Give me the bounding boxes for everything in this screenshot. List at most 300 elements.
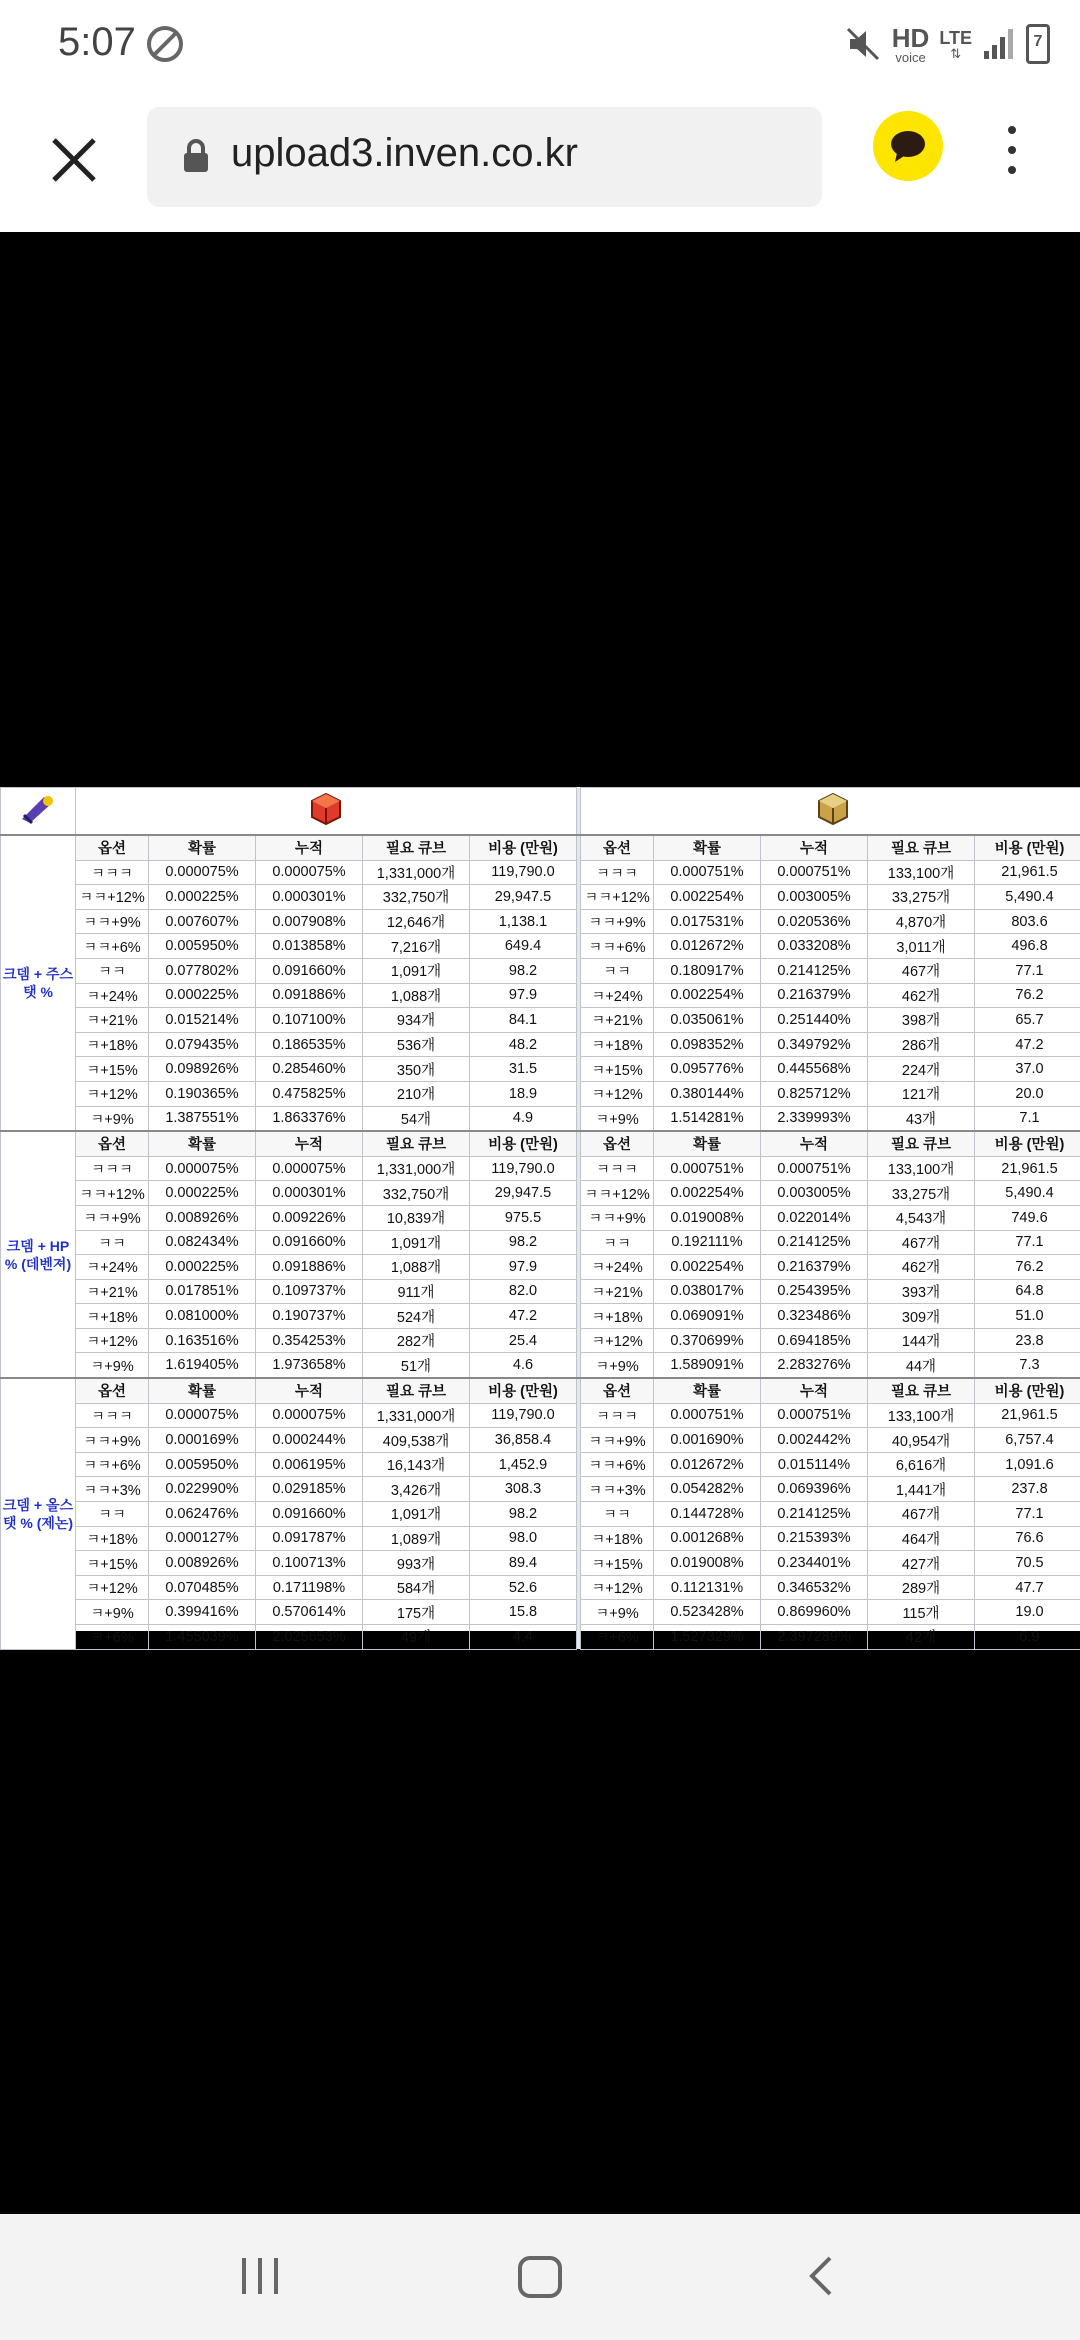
table-cell: ㅋㅋ (581, 958, 654, 983)
table-cell: 0.144728% (654, 1502, 761, 1527)
table-cell: ㅋ+24% (581, 1255, 654, 1280)
table-cell: ㅋㅋㅋ (581, 1156, 654, 1181)
table-cell: 309개 (868, 1304, 975, 1329)
table-cell: 0.000075% (149, 1156, 256, 1181)
recent-apps-icon[interactable] (238, 2252, 282, 2300)
table-cell: 98.0 (470, 1526, 577, 1551)
column-header: 누적 (761, 1131, 868, 1156)
table-cell: ㅋ+24% (76, 1255, 149, 1280)
table-cell: 0.190365% (149, 1081, 256, 1106)
table-cell: 0.000301% (256, 885, 363, 910)
table-cell: 119,790.0 (470, 1403, 577, 1428)
table-cell: 98.2 (470, 1502, 577, 1527)
column-header: 누적 (761, 835, 868, 860)
table-cell: 398개 (868, 1008, 975, 1033)
table-cell: 115개 (868, 1600, 975, 1625)
table-cell: 97.9 (470, 983, 577, 1008)
table-cell: 0.445568% (761, 1057, 868, 1082)
table-cell: 0.020536% (761, 909, 868, 934)
table-cell: 89.4 (470, 1551, 577, 1576)
table-cell: 0.349792% (761, 1032, 868, 1057)
table-cell: 1,331,000개 (363, 860, 470, 885)
column-header: 누적 (761, 1378, 868, 1403)
table-cell: 0.002254% (654, 983, 761, 1008)
table-cell: ㅋㅋ+12% (581, 885, 654, 910)
table-row (1, 934, 1080, 959)
table-row (1, 1304, 1080, 1329)
table-cell: 0.006195% (256, 1452, 363, 1477)
table-cell: 0.091660% (256, 1502, 363, 1527)
table-cell: 237.8 (975, 1477, 1080, 1502)
table-cell: 84.1 (470, 1008, 577, 1033)
table-cell: 0.001690% (654, 1428, 761, 1453)
table-cell: 82.0 (470, 1279, 577, 1304)
red-cube-icon (309, 792, 343, 826)
signal-icon (982, 27, 1016, 61)
table-cell: 0.070485% (149, 1575, 256, 1600)
table-cell: 462개 (868, 983, 975, 1008)
table-cell: 409,538개 (363, 1428, 470, 1453)
table-cell: 536개 (363, 1032, 470, 1057)
column-header: 확률 (149, 1131, 256, 1156)
table-cell: 0.062476% (149, 1502, 256, 1527)
home-icon[interactable] (516, 2252, 564, 2300)
table-cell: 0.077802% (149, 958, 256, 983)
table-cell: 0.035061% (654, 1008, 761, 1033)
table-cell: ㅋㅋ+9% (76, 1428, 149, 1453)
table-cell: 0.000301% (256, 1181, 363, 1206)
table-cell: 649.4 (470, 934, 577, 959)
table-cell: ㅋㅋ (76, 958, 149, 983)
table-cell: 210개 (363, 1081, 470, 1106)
table-cell: 0.095776% (654, 1057, 761, 1082)
page-content (0, 232, 1080, 2214)
table-row (1, 1328, 1080, 1353)
hd-voice-badge: HD voice (891, 22, 930, 65)
table-cell: 133,100개 (868, 860, 975, 885)
table-cell: ㅋㅋㅋ (581, 1403, 654, 1428)
table-cell: 1.863376% (256, 1106, 363, 1131)
table-cell: 282개 (363, 1328, 470, 1353)
table-cell: 224개 (868, 1057, 975, 1082)
table-row (1, 1551, 1080, 1576)
table-cell: 49개 (363, 1625, 470, 1650)
table-cell: 2.397289% (761, 1625, 868, 1650)
probability-table (0, 787, 1080, 1650)
column-header: 확률 (654, 835, 761, 860)
table-cell: 1,452.9 (470, 1452, 577, 1477)
table-cell: 1,089개 (363, 1526, 470, 1551)
table-cell: 0.009226% (256, 1205, 363, 1230)
table-cell: 496.8 (975, 934, 1080, 959)
back-icon[interactable] (800, 2252, 840, 2300)
table-cell: 0.214125% (761, 1230, 868, 1255)
lte-badge: LTE ⇅ (939, 27, 972, 61)
table-row (1, 1428, 1080, 1453)
table-cell: 0.254395% (761, 1279, 868, 1304)
column-header: 옵션 (76, 1131, 149, 1156)
table-cell: 0.081000% (149, 1304, 256, 1329)
magic-wand-icon (18, 793, 58, 825)
table-cell: 64.8 (975, 1279, 1080, 1304)
column-header: 누적 (256, 835, 363, 860)
table-cell: 7,216개 (363, 934, 470, 959)
column-header: 옵션 (581, 1131, 654, 1156)
table-cell: 0.214125% (761, 958, 868, 983)
lock-icon (183, 139, 209, 173)
table-row (1, 1625, 1080, 1650)
table-cell: ㅋㅋ (581, 1230, 654, 1255)
table-cell: 0.570614% (256, 1600, 363, 1625)
table-cell: 175개 (363, 1600, 470, 1625)
table-cell: ㅋ+15% (76, 1551, 149, 1576)
table-cell: 16,143개 (363, 1452, 470, 1477)
table-row (1, 1008, 1080, 1033)
table-cell: 0.091886% (256, 1255, 363, 1280)
table-cell: 29,947.5 (470, 885, 577, 910)
navigation-bar (0, 2214, 1080, 2340)
table-cell: ㅋ+9% (76, 1600, 149, 1625)
column-header: 비용 (만원) (470, 1131, 577, 1156)
table-cell: ㅋ+21% (581, 1008, 654, 1033)
table-cell: 0.000075% (256, 1403, 363, 1428)
column-header: 옵션 (76, 835, 149, 860)
table-cell: 0.000075% (149, 1403, 256, 1428)
table-cell: ㅋ+15% (581, 1057, 654, 1082)
table-cell: 5,490.4 (975, 885, 1080, 910)
table-cell: 42개 (868, 1625, 975, 1650)
table-cell: 98.2 (470, 958, 577, 983)
table-cell: 0.019008% (654, 1205, 761, 1230)
table-cell: 2.025653% (256, 1625, 363, 1650)
table-row (1, 1205, 1080, 1230)
mute-icon (844, 25, 882, 63)
table-cell: 119,790.0 (470, 1156, 577, 1181)
column-header: 비용 (만원) (975, 1378, 1080, 1403)
no-sync-icon (145, 24, 185, 64)
column-header: 옵션 (76, 1378, 149, 1403)
column-header: 확률 (654, 1378, 761, 1403)
table-cell: 0.112131% (654, 1575, 761, 1600)
table-cell: 0.015214% (149, 1008, 256, 1033)
table-cell: ㅋ+18% (76, 1526, 149, 1551)
table-cell: 0.002254% (654, 1255, 761, 1280)
black-cube-icon (816, 792, 850, 826)
table-cell: 0.054282% (654, 1477, 761, 1502)
table-cell: 0.000751% (654, 1403, 761, 1428)
table-cell: 1,091개 (363, 1502, 470, 1527)
table-cell: 0.098352% (654, 1032, 761, 1057)
table-cell: 1,331,000개 (363, 1156, 470, 1181)
table-cell: 21,961.5 (975, 860, 1080, 885)
table-cell: 1,091.6 (975, 1452, 1080, 1477)
table-cell: 934개 (363, 1008, 470, 1033)
table-cell: 0.029185% (256, 1477, 363, 1502)
table-cell: 0.008926% (149, 1551, 256, 1576)
table-cell: 4.9 (470, 1106, 577, 1131)
table-cell: 462개 (868, 1255, 975, 1280)
table-cell: ㅋㅋㅋ (76, 860, 149, 885)
table-cell: ㅋ+12% (581, 1575, 654, 1600)
table-cell: 0.033208% (761, 934, 868, 959)
table-cell: 0.007607% (149, 909, 256, 934)
table-cell: 0.069091% (654, 1304, 761, 1329)
table-row (1, 1255, 1080, 1280)
column-header: 확률 (149, 1378, 256, 1403)
table-cell: 4,870개 (868, 909, 975, 934)
table-cell: 40,954개 (868, 1428, 975, 1453)
table-cell: 1,091개 (363, 958, 470, 983)
table-row (1, 1575, 1080, 1600)
table-cell: ㅋ+15% (581, 1551, 654, 1576)
column-header: 필요 큐브 (868, 835, 975, 860)
table-cell: ㅋㅋ (581, 1502, 654, 1527)
table-cell: ㅋ+12% (76, 1081, 149, 1106)
table-cell: 43개 (868, 1106, 975, 1131)
table-row (1, 1081, 1080, 1106)
table-cell: 0.000751% (654, 1156, 761, 1181)
table-cell: 0.000169% (149, 1428, 256, 1453)
table-cell: 308.3 (470, 1477, 577, 1502)
table-cell: 77.1 (975, 1502, 1080, 1527)
table-cell: 1,138.1 (470, 909, 577, 934)
table-cell: ㅋㅋ+6% (581, 1452, 654, 1477)
table-row (1, 1526, 1080, 1551)
table-cell: 15.8 (470, 1600, 577, 1625)
table-cell: ㅋ+9% (76, 1106, 149, 1131)
column-header: 비용 (만원) (470, 1378, 577, 1403)
table-cell: ㅋ+21% (76, 1279, 149, 1304)
table-cell: 0.107100% (256, 1008, 363, 1033)
table-cell: 0.012672% (654, 934, 761, 959)
table-cell: 993개 (363, 1551, 470, 1576)
table-cell: ㅋ+12% (76, 1575, 149, 1600)
table-cell: 12,646개 (363, 909, 470, 934)
table-cell: 51.0 (975, 1304, 1080, 1329)
table-cell: 44개 (868, 1353, 975, 1378)
table-cell: 65.7 (975, 1008, 1080, 1033)
table-cell: 0.000225% (149, 983, 256, 1008)
group-label: 크뎀 + 올스탯 % (제논) (1, 1378, 76, 1649)
table-cell: ㅋ+18% (581, 1032, 654, 1057)
table-cell: 0.091660% (256, 958, 363, 983)
table-cell: 0.012672% (654, 1452, 761, 1477)
table-cell: 0.003005% (761, 1181, 868, 1206)
table-cell: ㅋ+12% (581, 1081, 654, 1106)
table-cell: 1.527329% (654, 1625, 761, 1650)
table-cell: 0.346532% (761, 1575, 868, 1600)
table-cell: 76.2 (975, 1255, 1080, 1280)
table-cell: 1.973658% (256, 1353, 363, 1378)
group-label: 크뎀 + 주스탯 % (1, 835, 76, 1131)
table-cell: 0.523428% (654, 1600, 761, 1625)
table-cell: 0.091660% (256, 1230, 363, 1255)
address-bar[interactable] (147, 107, 822, 207)
table-cell: ㅋ+18% (76, 1032, 149, 1057)
table-cell: 1.514281% (654, 1106, 761, 1131)
table-cell: 7.1 (975, 1106, 1080, 1131)
column-header: 필요 큐브 (363, 835, 470, 860)
table-cell: 0.214125% (761, 1502, 868, 1527)
table-cell: 0.475825% (256, 1081, 363, 1106)
column-header: 확률 (654, 1131, 761, 1156)
table-cell: 0.216379% (761, 983, 868, 1008)
table-cell: 20.0 (975, 1081, 1080, 1106)
table-cell: 0.000225% (149, 885, 256, 910)
column-header: 확률 (149, 835, 256, 860)
table-cell: 70.5 (975, 1551, 1080, 1576)
table-cell: 0.005950% (149, 1452, 256, 1477)
table-cell: ㅋㅋ+3% (581, 1477, 654, 1502)
table-cell: 0.216379% (761, 1255, 868, 1280)
table-cell: 0.163516% (149, 1328, 256, 1353)
table-cell: 0.001268% (654, 1526, 761, 1551)
table-cell: 47.7 (975, 1575, 1080, 1600)
column-header: 비용 (만원) (975, 835, 1080, 860)
table-cell: ㅋㅋㅋ (76, 1403, 149, 1428)
table-cell: 4.4 (470, 1625, 577, 1650)
table-cell: ㅋ+24% (581, 983, 654, 1008)
table-cell: ㅋ+9% (76, 1353, 149, 1378)
table-cell: 0.082434% (149, 1230, 256, 1255)
table-cell: ㅋㅋ+12% (76, 1181, 149, 1206)
table-cell: 0.019008% (654, 1551, 761, 1576)
table-cell: 464개 (868, 1526, 975, 1551)
column-header: 비용 (만원) (470, 835, 577, 860)
table-cell: 3,011개 (868, 934, 975, 959)
table-cell: 0.000075% (149, 860, 256, 885)
table-cell: 0.109737% (256, 1279, 363, 1304)
table-cell: ㅋ+21% (76, 1008, 149, 1033)
group-label: 크뎀 + HP % (데벤져) (1, 1131, 76, 1378)
table-cell: ㅋ+9% (581, 1600, 654, 1625)
table-cell: 0.180917% (654, 958, 761, 983)
table-cell: 0.002442% (761, 1428, 868, 1453)
table-cell: 0.000127% (149, 1526, 256, 1551)
table-cell: 0.000751% (761, 1156, 868, 1181)
table-cell: 0.171198% (256, 1575, 363, 1600)
table-cell: 0.000244% (256, 1428, 363, 1453)
table-cell: ㅋ+24% (76, 983, 149, 1008)
table-cell: 393개 (868, 1279, 975, 1304)
table-cell: 1.455039% (149, 1625, 256, 1650)
table-cell: 0.000075% (256, 1156, 363, 1181)
table-cell: 51개 (363, 1353, 470, 1378)
table-cell: 911개 (363, 1279, 470, 1304)
column-header: 필요 큐브 (363, 1131, 470, 1156)
table-cell: 0.192111% (654, 1230, 761, 1255)
table-cell: ㅋ+18% (76, 1304, 149, 1329)
table-cell: 0.825712% (761, 1081, 868, 1106)
table-cell: 29,947.5 (470, 1181, 577, 1206)
table-row (1, 909, 1080, 934)
table-cell: 0.100713% (256, 1551, 363, 1576)
table-cell: 427개 (868, 1551, 975, 1576)
table-row (1, 1230, 1080, 1255)
table-row (1, 1057, 1080, 1082)
table-cell: 286개 (868, 1032, 975, 1057)
table-cell: 5,490.4 (975, 1181, 1080, 1206)
table-cell: ㅋㅋㅋ (581, 860, 654, 885)
table-cell: 7.3 (975, 1353, 1080, 1378)
table-cell: 0.091886% (256, 983, 363, 1008)
table-row (1, 885, 1080, 910)
table-cell: 0.234401% (761, 1551, 868, 1576)
table-cell: 975.5 (470, 1205, 577, 1230)
table-cell: 0.022990% (149, 1477, 256, 1502)
table-cell: 0.008926% (149, 1205, 256, 1230)
table-cell: 23.8 (975, 1328, 1080, 1353)
table-cell: 0.285460% (256, 1057, 363, 1082)
table-cell: ㅋㅋ+9% (581, 1428, 654, 1453)
table-cell: 19.0 (975, 1600, 1080, 1625)
table-cell: 0.000075% (256, 860, 363, 885)
table-cell: 6,616개 (868, 1452, 975, 1477)
table-cell: 0.354253% (256, 1328, 363, 1353)
table-cell: 467개 (868, 1230, 975, 1255)
table-cell: ㅋ+18% (581, 1304, 654, 1329)
table-row (1, 1106, 1080, 1131)
black-cube-header (581, 788, 1080, 836)
table-cell: 1.589091% (654, 1353, 761, 1378)
table-cell: 0.022014% (761, 1205, 868, 1230)
table-cell: 1,088개 (363, 1255, 470, 1280)
table-cell: ㅋ+12% (76, 1328, 149, 1353)
table-cell: 0.098926% (149, 1057, 256, 1082)
chat-bubble-icon (889, 129, 927, 163)
table-cell: ㅋㅋ+9% (581, 909, 654, 934)
table-cell: ㅋㅋ+6% (76, 934, 149, 959)
table-cell: 332,750개 (363, 885, 470, 910)
table-cell: 54개 (363, 1106, 470, 1131)
table-cell: 332,750개 (363, 1181, 470, 1206)
kakao-talk-button[interactable] (873, 111, 943, 181)
table-cell: 0.007908% (256, 909, 363, 934)
table-cell: ㅋ+15% (76, 1057, 149, 1082)
table-cell: 10,839개 (363, 1205, 470, 1230)
table-cell: 467개 (868, 1502, 975, 1527)
table-cell: 0.017531% (654, 909, 761, 934)
table-cell: 0.038017% (654, 1279, 761, 1304)
table-cell: 0.869960% (761, 1600, 868, 1625)
table-row (1, 1156, 1080, 1181)
table-cell: 76.6 (975, 1526, 1080, 1551)
table-cell: 6,757.4 (975, 1428, 1080, 1453)
close-icon[interactable] (44, 130, 104, 190)
table-cell: ㅋㅋㅋ (76, 1156, 149, 1181)
table-cell: 119,790.0 (470, 860, 577, 885)
table-cell: ㅋㅋ+9% (76, 909, 149, 934)
table-cell: 4.6 (470, 1353, 577, 1378)
table-cell: ㅋㅋ+12% (581, 1181, 654, 1206)
table-cell: 1.619405% (149, 1353, 256, 1378)
table-cell: 0.000751% (761, 860, 868, 885)
table-cell: ㅋ+9% (581, 1106, 654, 1131)
table-cell: 0.015114% (761, 1452, 868, 1477)
more-options-icon[interactable] (1000, 126, 1024, 186)
table-cell: 48.2 (470, 1032, 577, 1057)
table-row (1, 1452, 1080, 1477)
table-cell: 0.694185% (761, 1328, 868, 1353)
column-header: 필요 큐브 (868, 1131, 975, 1156)
table-cell: 1,441개 (868, 1477, 975, 1502)
column-header: 옵션 (581, 835, 654, 860)
battery-level: 7 (1033, 33, 1043, 50)
table-cell: 25.4 (470, 1328, 577, 1353)
column-header: 누적 (256, 1131, 363, 1156)
table-cell: 803.6 (975, 909, 1080, 934)
column-header: 필요 큐브 (868, 1378, 975, 1403)
